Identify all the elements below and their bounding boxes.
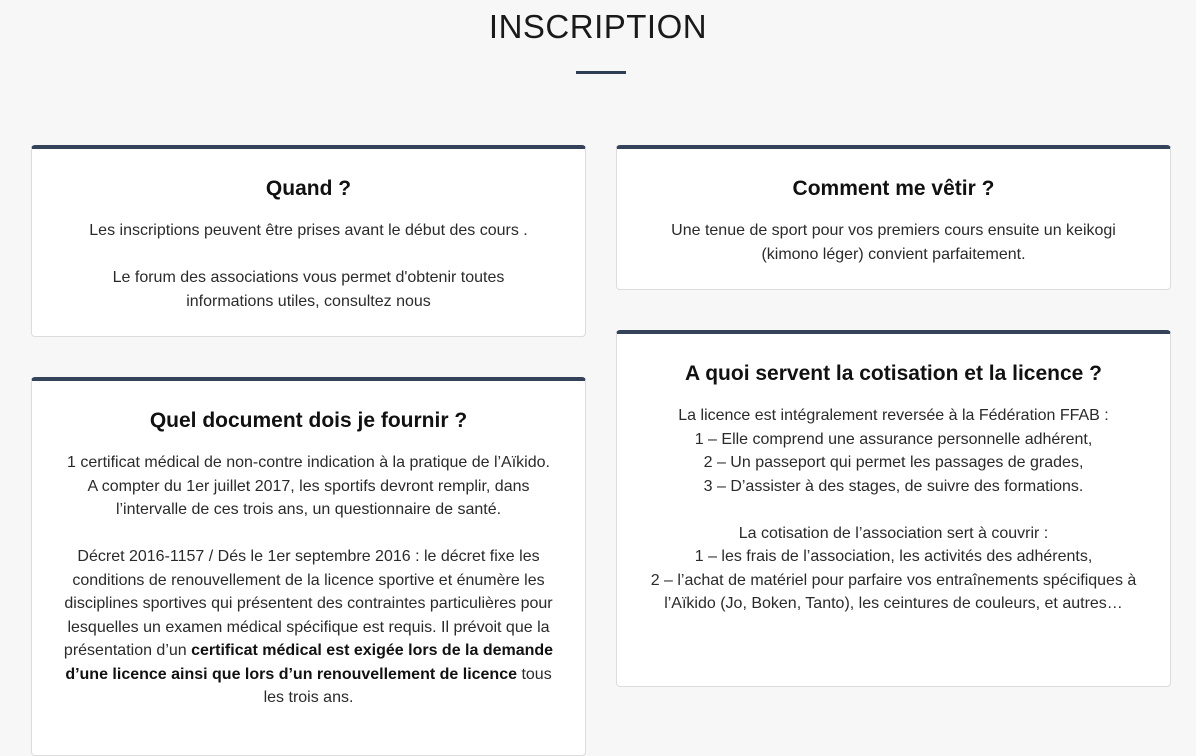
page-title: INSCRIPTION	[488, 8, 708, 45]
cotisation-line: La cotisation de l’association sert à couvrir :	[738, 524, 1049, 542]
cotisation-line: 1 – les frais de l’association, les activités des adhérents,	[694, 548, 1093, 565]
card-quand	[31, 145, 586, 337]
card-document-heading: Quel document dois je fournir ?	[149, 409, 468, 432]
cotisation-line: 2 – l’achat de matériel pour parfaire vos entraînements spécifiques à l’Aïkido (Jo, Boken, Tanto), les ceintures de couleurs, et autres…	[650, 571, 1137, 612]
card-quand-text-2: Le forum des associations vous permet d'obtenir toutes informations utiles, consultez nous	[112, 269, 505, 310]
document-certificat-line: 1 certificat médical de non-contre indication à la pratique de l’Aïkido.	[67, 454, 550, 471]
licence-line: 3 – D’assister à des stages, de suivre des formations.	[703, 477, 1084, 495]
card-cotisation-cotisation	[641, 522, 1146, 616]
card-quand-heading: Quand ?	[265, 177, 352, 200]
licence-line: La licence est intégralement reversée à la Fédération FFAB :	[678, 407, 1109, 424]
licence-line: 2 – Un passeport qui permet les passages de grades,	[703, 454, 1084, 471]
card-vetir-text: Une tenue de sport pour vos premiers cours ensuite un keikogi (kimono léger) convient parfaitement.	[671, 222, 1116, 263]
card-document-text-2	[60, 545, 557, 710]
title-divider	[576, 71, 626, 74]
card-document-text-1	[60, 451, 557, 522]
document-decret-text: Décret 2016-1157 / Dés le 1er septembre 2016 : le décret fixe les conditions de renouvellement de la licence sportive et énumère les disciplines sportives qui présentent des contraintes particulières pour lesquelles un examen médical spécifique est requis. Il prévoit que la présentation d’un	[63, 548, 553, 659]
card-quand-text-1: Les inscriptions peuvent être prises avant le début des cours .	[89, 222, 528, 239]
card-vetir-heading: Comment me vêtir ?	[792, 177, 995, 200]
card-document	[31, 377, 586, 756]
card-vetir	[616, 145, 1171, 290]
card-cotisation	[616, 330, 1171, 687]
document-decret-end: tous les trois ans.	[263, 665, 552, 706]
card-cotisation-heading: A quoi servent la cotisation et la licence ?	[684, 362, 1102, 385]
document-decret-bold: certificat médical est exigée lors de la demande d’une licence ainsi que lors d’un renouvellement de licence	[65, 642, 554, 683]
document-questionnaire-line: A compter du 1er juillet 2017, les sportifs devront remplir, dans l’intervalle de ces trois ans, un questionnaire de santé.	[87, 477, 530, 518]
card-cotisation-licence	[641, 404, 1146, 498]
licence-line: 1 – Elle comprend une assurance personnelle adhérent,	[694, 430, 1093, 448]
